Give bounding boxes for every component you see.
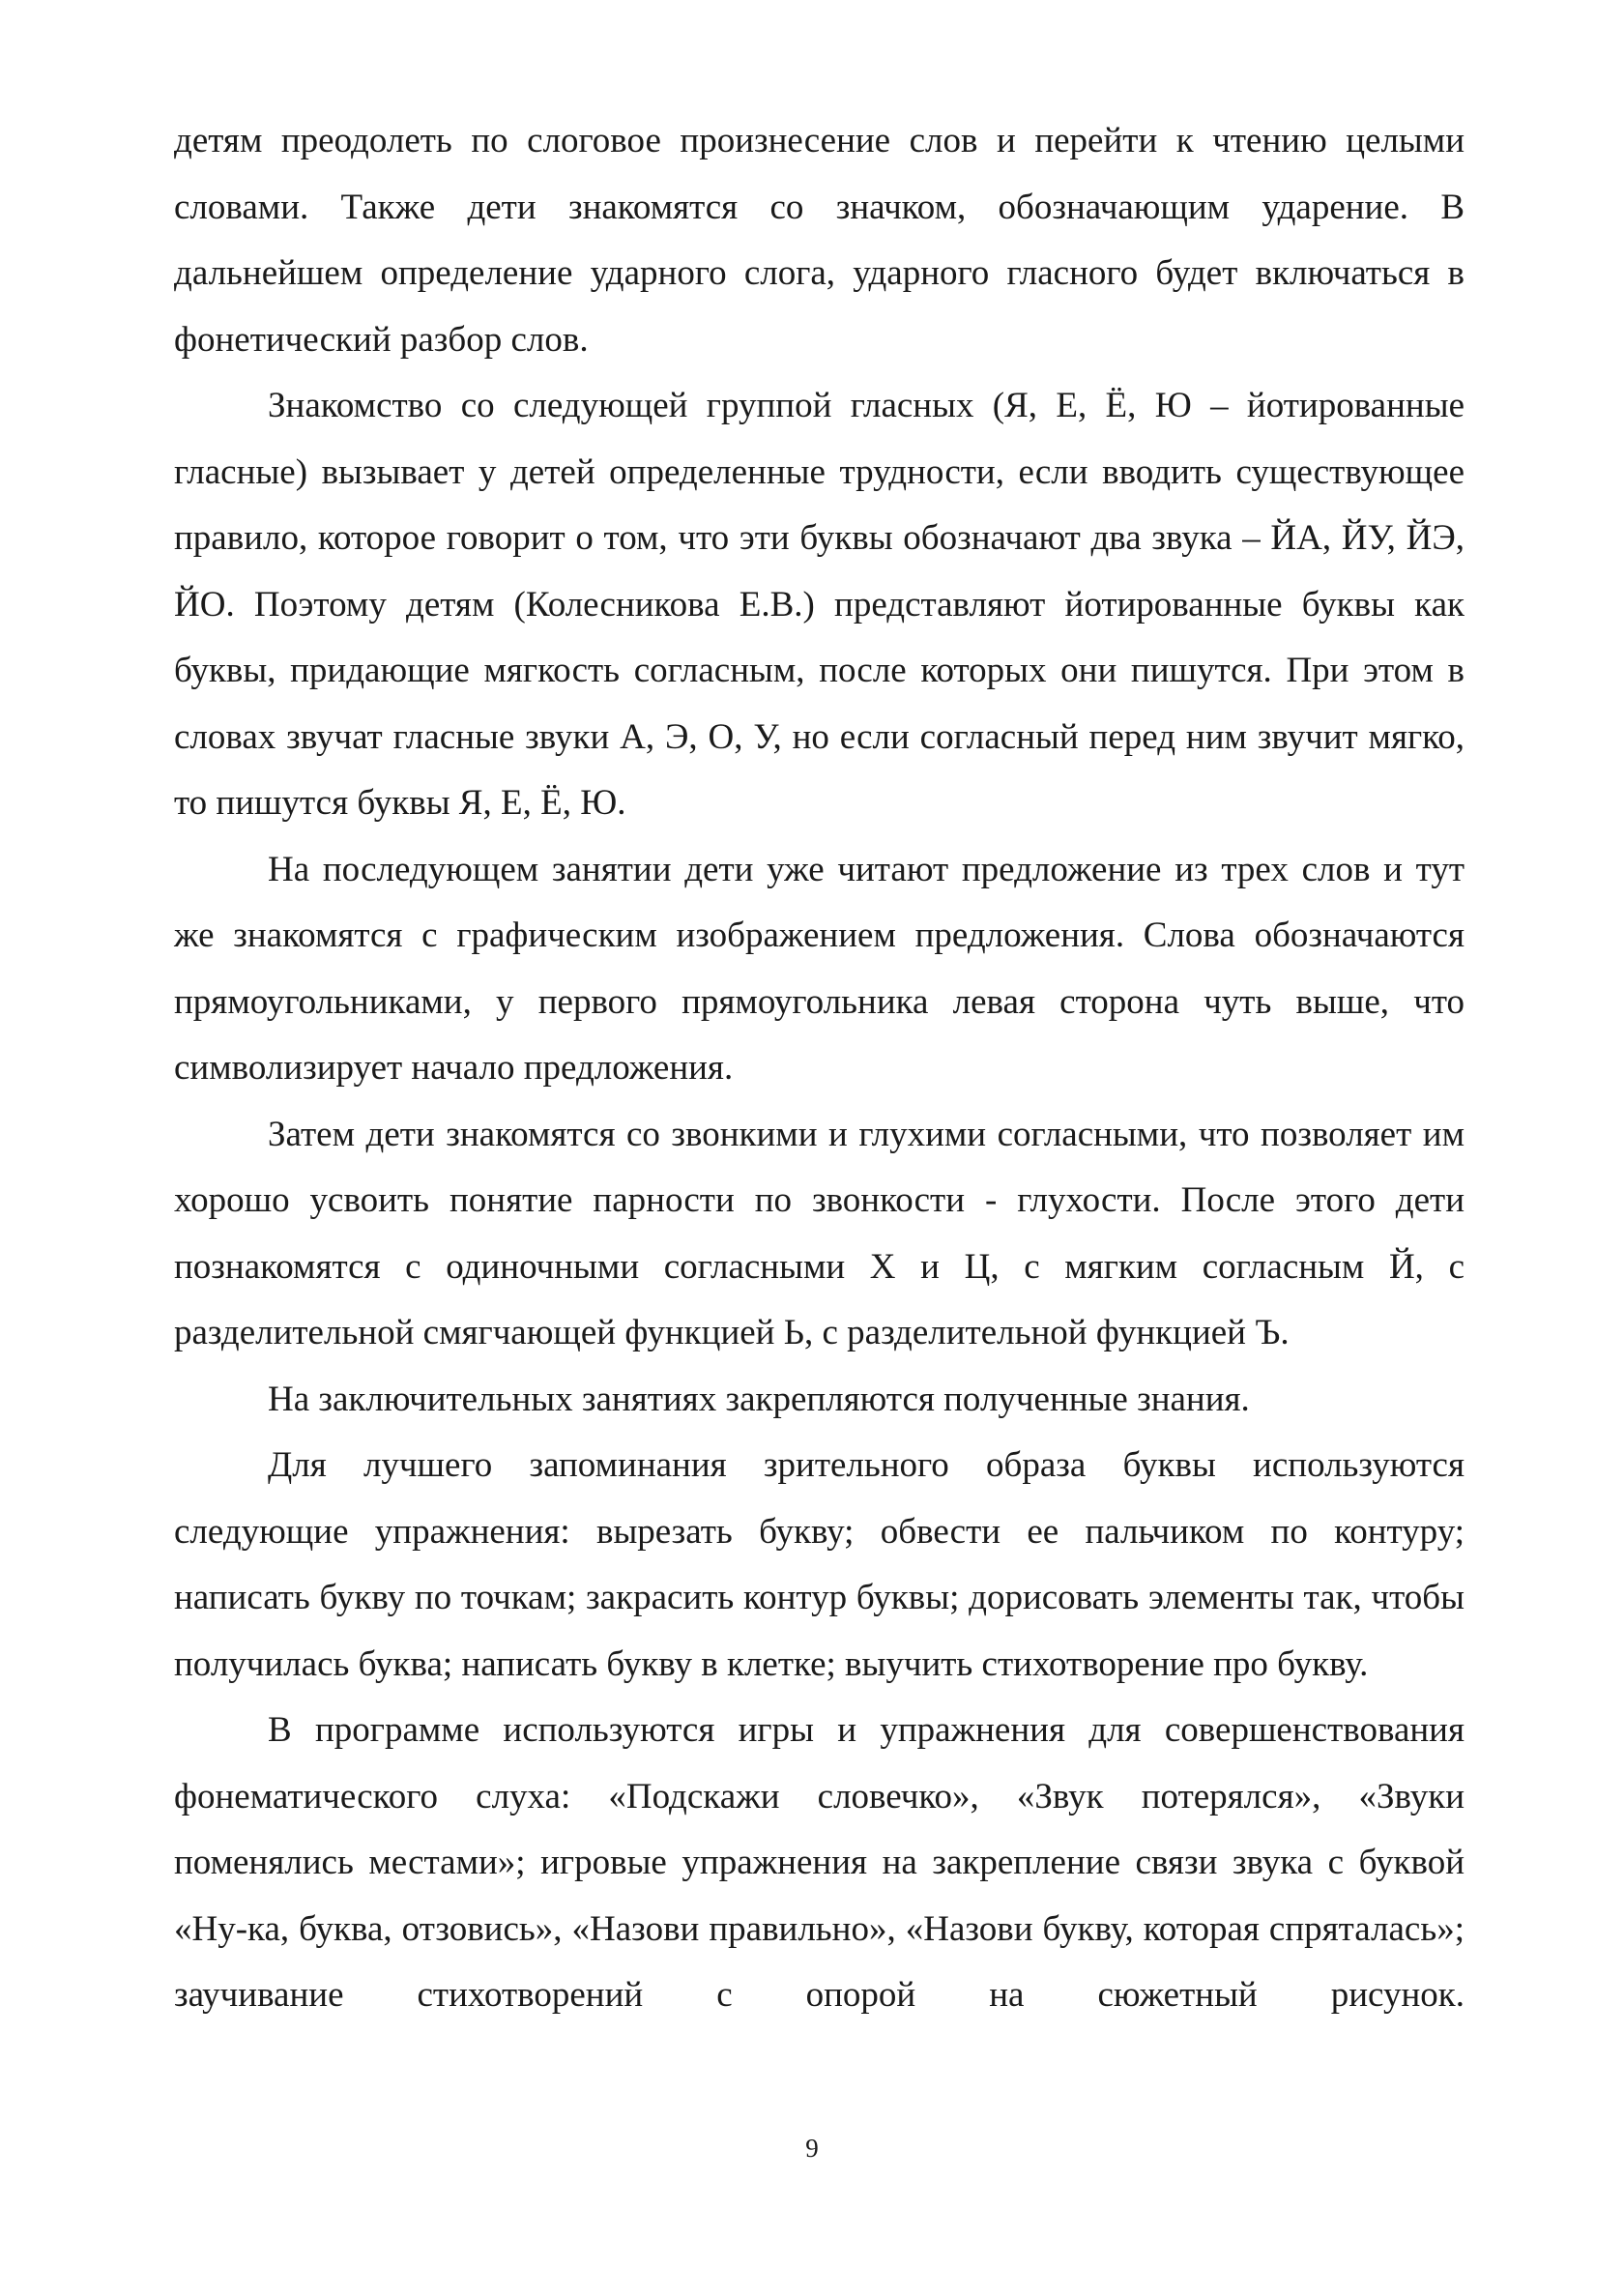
paragraph-voiced-consonants: Затем дети знакомятся со звонкими и глухими согласными, что позволяет им хорошо усвоить понятие парности по звонкости - глухости. После этого дети познакомятся с одиночными согласными Х и Ц, с мягким согласным Й, с разделительной смягчающей функцией Ь, с разделительной функцией Ъ.: [174, 1114, 1464, 1352]
document-page: [174, 108, 1464, 2029]
paragraph-final-lessons: На заключительных занятиях закрепляются полученные знания.: [268, 1379, 1250, 1419]
page-number: 9: [805, 2134, 819, 2163]
paragraph-sentence-graphic: На последующем занятии дети уже читают предложение из трех слов и тут же знакомятся с графическим изображением предложения. Слова обозначаются прямоугольниками, у первого прямоугольника левая сторона чуть выше, что символизирует начало предложения.: [174, 849, 1464, 1088]
paragraph-iotated-vowels: Знакомство со следующей группой гласных (Я, Е, Ё, Ю – йотированные гласные) вызывает у детей определенные трудности, если вводить существующее правило, которое говорит о том, что эти буквы обозначают два звука – ЙА, ЙУ, ЙЭ, ЙО. Поэтому детям (Колесникова Е.В.) представляют йотированные буквы как буквы, придающие мягкость согласным, после которых они пишутся. При этом в словах звучат гласные звуки А, Э, О, У, но если согласный перед ним звучит мягко, то пишутся буквы Я, Е, Ё, Ю.: [174, 386, 1464, 823]
paragraph-letter-memorization: Для лучшего запоминания зрительного образа буквы используются следующие упражнения: вырезать букву; обвести ее пальчиком по контуру; написать букву по точкам; закрасить контур буквы; дорисовать элементы так, чтобы получилась буква; написать букву в клетке; выучить стихотворение про букву.: [174, 1445, 1464, 1684]
paragraph-phonemic-games: В программе используются игры и упражнения для совершенствования фонематического слуха: «Подскажи словечко», «Звук потерялся», «Звуки поменялись местами»; игровые упражнения на закрепление связи звука с буквой «Ну-ка, буква, отзовись», «Назови правильно», «Назови букву, которая спряталась»; заучивание стихотворений с опорой на сюжетный рисунок.: [174, 1710, 1464, 2015]
paragraph-continuation: детям преодолеть по слоговое произнесение слов и перейти к чтению целыми словами. Также дети знакомятся со значком, обозначающим ударение. В дальнейшем определение ударного слога, ударного гласного будет включаться в фонетический разбор слов.: [174, 121, 1464, 360]
